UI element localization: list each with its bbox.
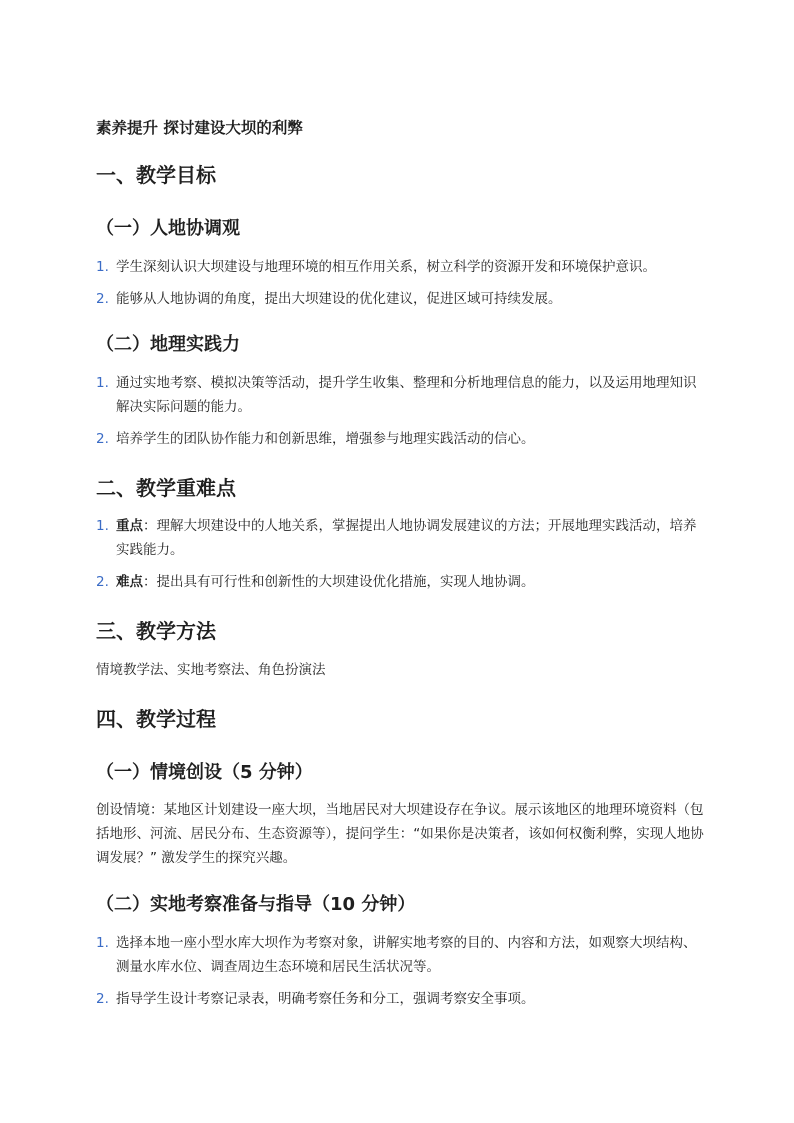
section-heading-keypoints: 二、教学重难点 bbox=[96, 476, 236, 500]
list-text: 学生深刻认识大坝建设与地理环境的相互作用关系，树立科学的资源开发和环境保护意识。 bbox=[116, 259, 656, 275]
subheading-geo-practice: （二）地理实践力 bbox=[96, 334, 240, 355]
list-number: 1. bbox=[96, 375, 109, 391]
list-body: ：理解大坝建设中的人地关系，掌握提出人地协调发展建议的方法；开展地理实践活动，培养实践能力。 bbox=[116, 518, 697, 558]
subheading-field-prep: （二）实地考察准备与指导（10 分钟） bbox=[96, 894, 416, 915]
list-item bbox=[96, 287, 706, 311]
list-number: 2. bbox=[96, 431, 109, 447]
list-text: 选择本地一座小型水库大坝作为考察对象，讲解实地考察的目的、内容和方法，如观察大坝结构、测量水库水位、调查周边生态环境和居民生活状况等。 bbox=[116, 935, 697, 975]
list-lead: 重点 bbox=[116, 518, 143, 534]
list-item bbox=[96, 427, 706, 451]
list-number: 1. bbox=[96, 259, 109, 275]
list-item bbox=[96, 514, 706, 562]
list-number: 1. bbox=[96, 935, 109, 951]
list-item bbox=[96, 570, 706, 594]
subheading-human-land: （一）人地协调观 bbox=[96, 218, 240, 239]
document-title: 素养提升 探讨建设大坝的利弊 bbox=[96, 119, 303, 137]
list-number: 2. bbox=[96, 291, 109, 307]
section-heading-process: 四、教学过程 bbox=[96, 707, 216, 731]
section-heading-goals: 一、教学目标 bbox=[96, 163, 216, 187]
subheading-scenario: （一）情境创设（5 分钟） bbox=[96, 762, 313, 783]
list-item bbox=[96, 931, 706, 979]
list-text: 通过实地考察、模拟决策等活动，提升学生收集、整理和分析地理信息的能力，以及运用地理知识解决实际问题的能力。 bbox=[116, 375, 697, 415]
list-lead: 难点 bbox=[116, 574, 143, 590]
list-number: 1. bbox=[96, 518, 109, 534]
methods-text: 情境教学法、实地考察法、角色扮演法 bbox=[96, 662, 326, 678]
list-text bbox=[116, 570, 706, 594]
list-number: 2. bbox=[96, 991, 109, 1007]
scenario-text: 创设情境：某地区计划建设一座大坝，当地居民对大坝建设存在争议。展示该地区的地理环境资料（包括地形、河流、居民分布、生态资源等），提问学生：“如果你是决策者，该如何权衡利弊，实现人地协调发展？” 激发学生的探究兴趣。 bbox=[96, 802, 704, 866]
list-text: 能够从人地协调的角度，提出大坝建设的优化建议，促进区域可持续发展。 bbox=[116, 291, 562, 307]
list-text bbox=[116, 514, 706, 562]
list-item bbox=[96, 371, 706, 419]
list-text: 指导学生设计考察记录表，明确考察任务和分工，强调考察安全事项。 bbox=[116, 991, 535, 1007]
list-body: ：提出具有可行性和创新性的大坝建设优化措施，实现人地协调。 bbox=[143, 574, 535, 590]
list-text: 培养学生的团队协作能力和创新思维，增强参与地理实践活动的信心。 bbox=[116, 431, 535, 447]
list-item bbox=[96, 255, 706, 279]
list-number: 2. bbox=[96, 574, 109, 590]
list-item bbox=[96, 987, 706, 1011]
section-heading-methods: 三、教学方法 bbox=[96, 619, 216, 643]
